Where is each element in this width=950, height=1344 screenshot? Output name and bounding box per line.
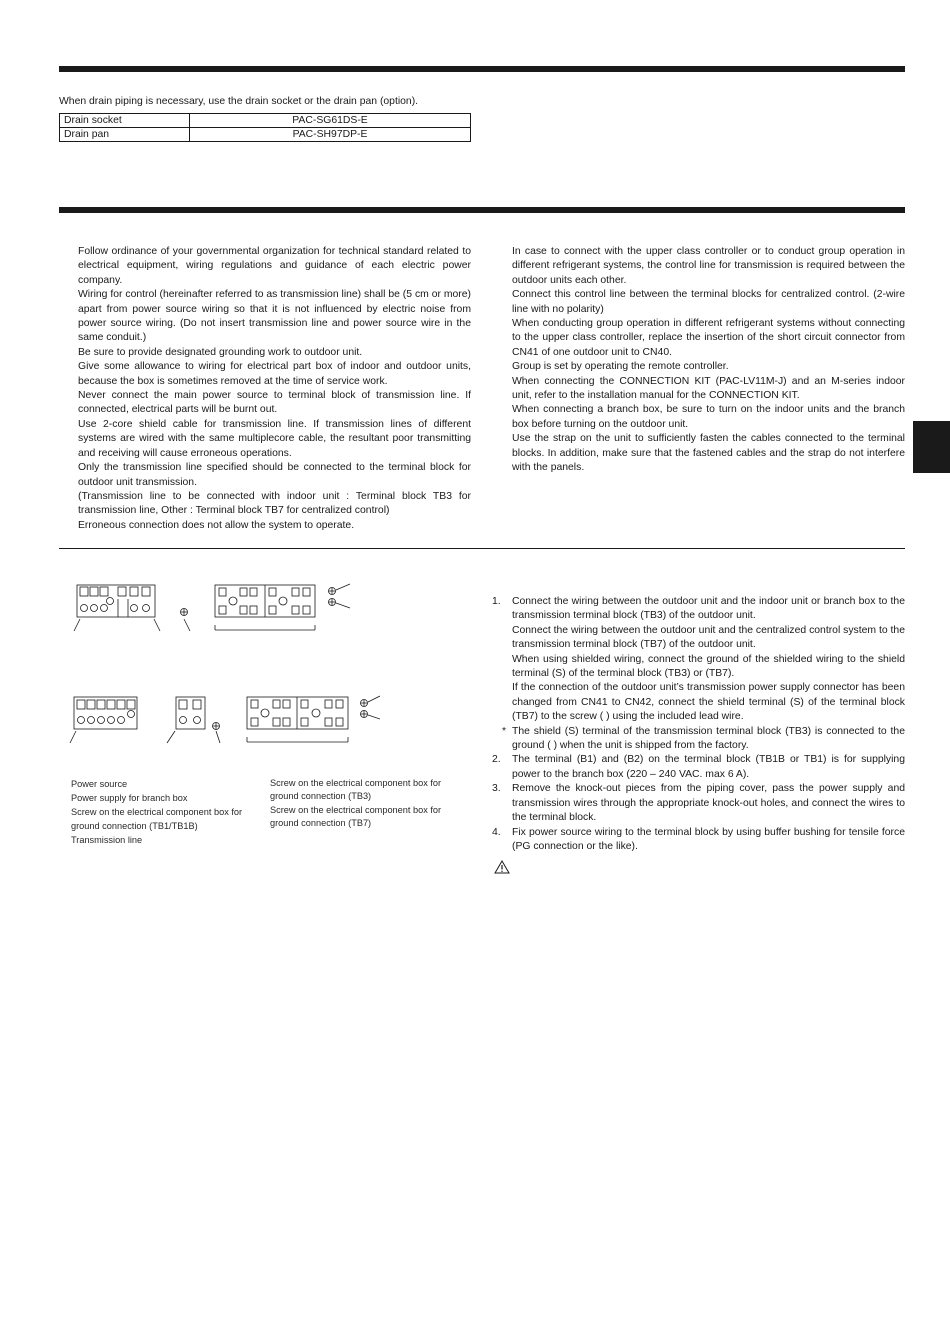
table-cell-model: PAC-SG61DS-E	[190, 114, 471, 128]
precaution-item: Use 2-core shield cable for transmission line. If transmission lines of different systems are wired with the same multiplecore cable, the resultant poor transmitting and receiving will cause erroneous operations.	[78, 418, 471, 459]
precaution-item: Use the strap on the unit to sufficiently fasten the cables connected to the terminal blocks. In addition, make sure that the fastened cables and the strap do not interfere with the panels.	[512, 433, 905, 474]
list-item	[492, 782, 905, 825]
section-rule-drain	[59, 66, 905, 72]
precaution-item: Only the transmission line specified should be connected to the terminal block for outdoor unit transmission.	[78, 462, 471, 488]
step-number: 4.	[492, 826, 501, 838]
table-cell-model: PAC-SH97DP-E	[190, 128, 471, 142]
step-text: The shield (S) terminal of the transmission terminal block (TB3) is connected to the ground ( ) when the unit is shipped from the factory.	[512, 725, 905, 752]
step-text: Connect the wiring between the outdoor unit and the centralized control system to the transmission terminal block (TB7) of the outdoor unit.	[512, 624, 905, 651]
step-text: Remove the knock-out pieces from the piping cover, pass the power supply and transmission wires through the appropriate knock-out holes, and connect the wires to the terminal block.	[512, 783, 905, 824]
step-number: 2.	[492, 754, 501, 766]
drain-intro: When drain piping is necessary, use the drain socket or the drain pan (option).	[59, 96, 419, 107]
precaution-item: When connecting the CONNECTION KIT (PAC-LV11M-J) and an M-series indoor unit, refer to the installation manual for the CONNECTION KIT.	[512, 375, 905, 402]
ground-screw-icon	[181, 609, 188, 616]
legend-item: Power supply for branch box	[71, 793, 188, 803]
wiring-steps	[492, 595, 905, 854]
terminal-block-tb1	[77, 585, 155, 617]
warning-icon	[494, 860, 510, 874]
legend-item: Screw on the electrical component box for ground connection (TB1/TB1B)	[71, 807, 243, 831]
step-text: When using shielded wiring, connect the ground of the shielded wiring to the shield terminal (S) of the terminal block (TB3) or (TB7).	[512, 653, 905, 680]
table-cell-item: Drain pan	[60, 128, 190, 142]
step-text: Fix power source wiring to the terminal block by using buffer bushing for tensile force (PG connection or the like).	[512, 826, 905, 852]
step-number: *	[502, 725, 507, 737]
step-text: The terminal (B1) and (B2) on the terminal block (TB1B or TB1) is for supplying power to the branch box (220 – 240 VAC. max 6 A).	[512, 754, 905, 780]
precautions-right	[512, 245, 905, 476]
precaution-item: When conducting group operation in different refrigerant systems without connecting to the upper class controller, replace the insertion of the short circuit connector from CN41 of one outdoor unit to CN40.	[512, 318, 905, 358]
legend-right	[270, 777, 460, 829]
ground-screw-icon	[213, 723, 220, 730]
step-number: 1.	[492, 596, 501, 607]
precaution-item: (Transmission line to be connected with indoor unit : Terminal block TB3 for transmission line, Other : Terminal block TB7 for centralized control)	[78, 490, 471, 517]
step-number: 3.	[492, 783, 501, 795]
precaution-item: Be sure to provide designated grounding work to outdoor unit.	[78, 346, 363, 358]
precaution-item: Connect this control line between the terminal blocks for centralized control. (2-wire line with no polarity)	[512, 289, 905, 315]
table-row	[60, 128, 471, 142]
terminal-block-branch	[176, 697, 205, 729]
list-item	[492, 753, 905, 782]
precaution-item: In case to connect with the upper class controller or to conduct group operation in different refrigerant systems, the control line for transmission is required between the outdoor units each other.	[512, 246, 905, 286]
precaution-item: Give some allowance to wiring for electrical part box of indoor and outdoor units, because the box is sometimes removed at the time of service work.	[78, 361, 471, 387]
step-text: Connect the wiring between the outdoor unit and the indoor unit or branch box to the transmission terminal block (TB3) of the outdoor unit.	[512, 596, 905, 622]
terminal-block-tb3-tb7-bottom	[247, 697, 348, 729]
terminal-block-tb3-tb7	[215, 585, 315, 617]
precaution-item: Follow ordinance of your governmental organization for technical standard related to electrical equipment, wiring regulations and guidance of each electric power company.	[78, 246, 471, 286]
ground-screw-icon	[329, 588, 336, 606]
legend-item: Transmission line	[71, 835, 143, 845]
list-item	[492, 725, 905, 754]
terminal-block-diagram	[60, 575, 380, 750]
precaution-item: Never connect the main power source to terminal block of transmission line. If connected, electrical parts will be burnt out.	[78, 390, 471, 416]
table-cell-item: Drain socket	[60, 114, 190, 128]
precaution-item: Erroneous connection does not allow the system to operate.	[78, 519, 355, 531]
legend-item: Screw on the electrical component box for ground connection (TB3)	[270, 778, 442, 801]
section-rule-wiring	[59, 207, 905, 213]
section-divider	[59, 548, 905, 549]
terminal-block-tb1b	[74, 697, 137, 729]
step-text: If the connection of the outdoor unit’s transmission power supply connector has been changed from CN41 to CN42, connect the shield terminal (S) of the terminal block (TB7) to the screw ( ) using the included lead wire.	[512, 682, 905, 723]
legend-left	[71, 777, 261, 847]
list-item	[492, 595, 905, 725]
precautions-left	[78, 245, 471, 533]
precaution-item: Wiring for control (hereinafter referred to as transmission line) shall be (5 cm or more) apart from power source wiring so that it is not influenced by electric noise from power source wiring. (Do not insert transmission line and power source wire in the same conduit.)	[78, 289, 471, 344]
list-item	[492, 826, 905, 855]
precaution-item: Group is set by operating the remote controller.	[512, 361, 729, 373]
drain-options-table	[59, 113, 471, 142]
ground-screw-icon	[361, 700, 368, 718]
legend-item: Power source	[71, 779, 128, 789]
table-row	[60, 114, 471, 128]
legend-item: Screw on the electrical component box for ground connection (TB7)	[270, 805, 442, 828]
page-edge-tab	[913, 421, 950, 473]
precaution-item: When connecting a branch box, be sure to turn on the indoor units and the branch box before turning on the outdoor unit.	[512, 404, 905, 430]
